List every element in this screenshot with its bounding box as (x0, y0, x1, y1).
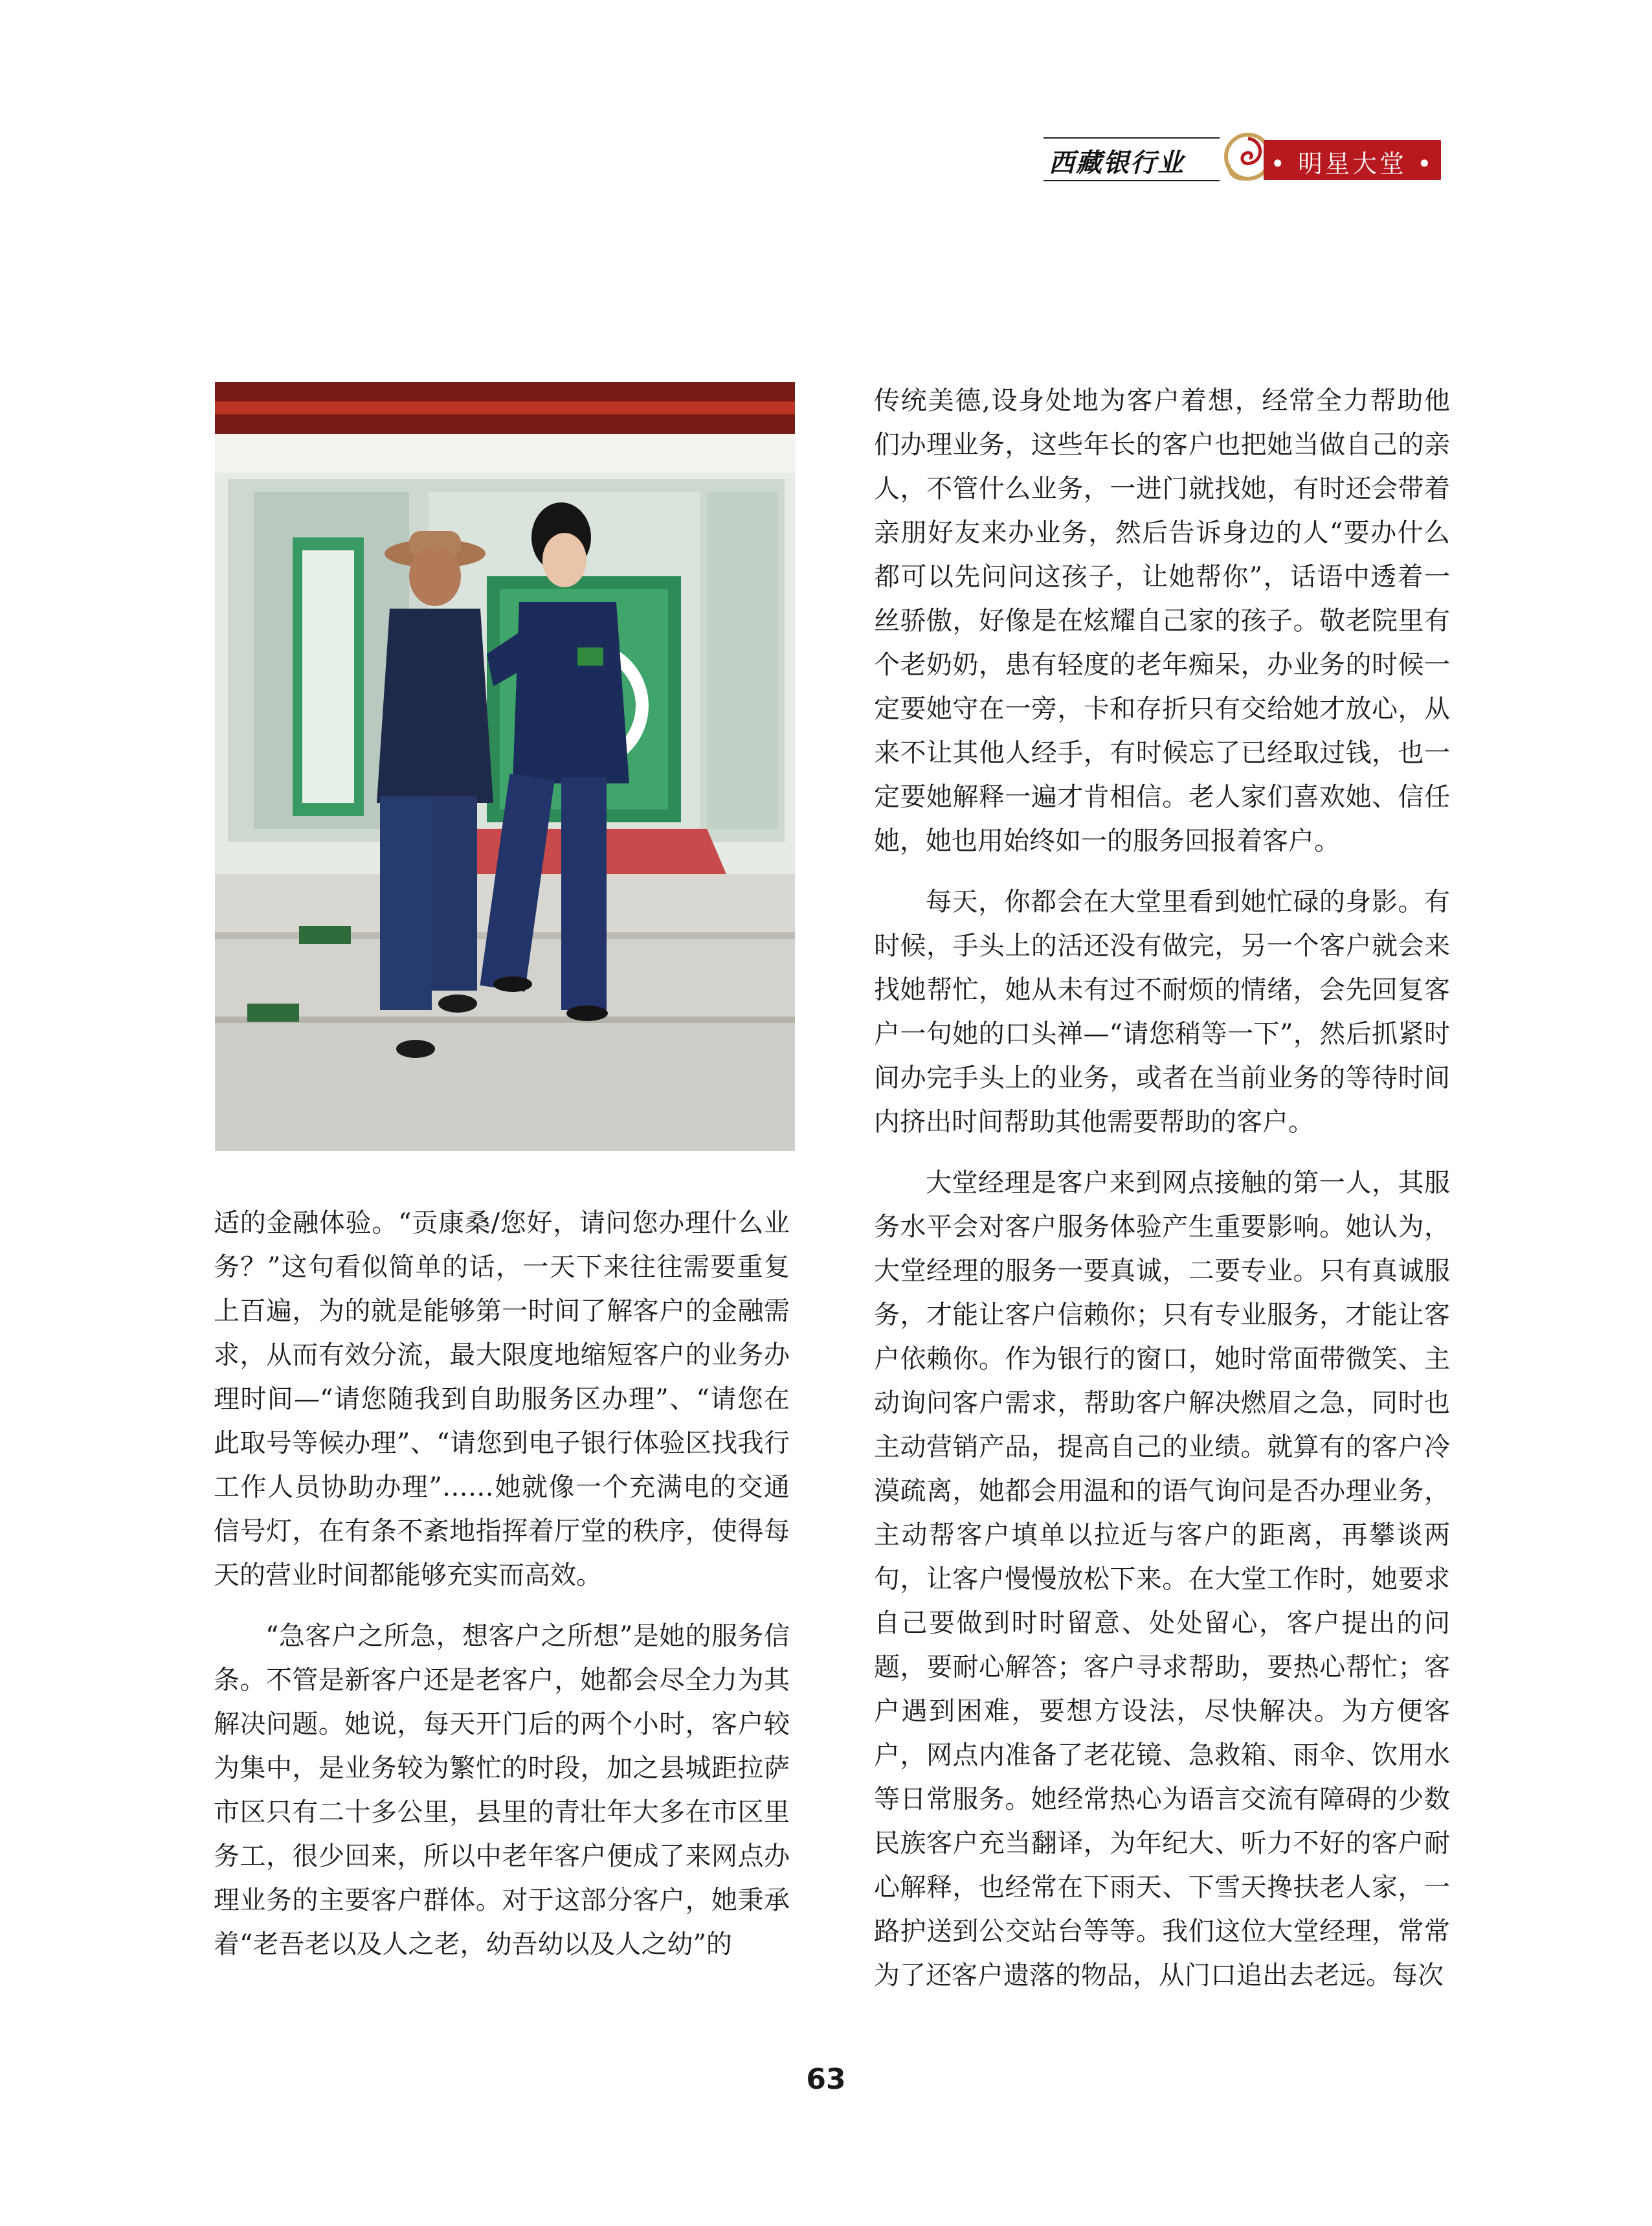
paragraph: 大堂经理是客户来到网点接触的第一人，其服务水平会对客户服务体验产生重要影响。她认为，大堂经理的服务一要真诚，二要专业。只有真诚服务，才能让客户信赖你；只有专业服务，才能让客户依赖你。作为银行的窗口，她时常面带微笑、主动询问客户需求，帮助客户解决燃眉之急，同时也主动营销产品，提高自己的业绩。就算有的客户冷漠疏离，她都会用温和的语气询问是否办理业务，主动帮客户填单以拉近与客户的距离，再攀谈两句，让客户慢慢放松下来。在大堂工作时，她要求自己要做到时时留意、处处留心，客户提出的问题，要耐心解答；客户寻求帮助，要热心帮忙；客户遇到困难，要想方设法，尽快解决。为方便客户，网点内准备了老花镜、急救箱、雨伞、饮用水等日常服务。她经常热心为语言交流有障碍的少数民族客户充当翻译，为年纪大、听力不好的客户耐心解释，也经常在下雨天、下雪天搀扶老人家，一路护送到公交站台等等。我们这位大堂经理，常常为了还客户遗落的物品，从门口追出去老远。每次 (874, 1168, 1450, 1990)
section-badge (1264, 140, 1441, 180)
paragraph: 每天，你都会在大堂里看到她忙碌的身影。有时候，手头上的活还没有做完，另一个客户就会来找她帮忙，她从未有过不耐烦的情绪，会先回复客户一句她的口头禅—“请您稍等一下”，然后抓紧时间办完手头上的业务，或者在当前业务的等待时间内挤出时间帮助其他需要帮助的客户。 (874, 887, 1450, 1137)
magazine-logo (1044, 137, 1220, 181)
page-number: 63 (806, 2063, 846, 2096)
article-right-column (874, 379, 1450, 2014)
paragraph: 传统美德,设身处地为客户着想，经常全力帮助他们办理业务，这些年长的客户也把她当做自己的亲人，不管什么业务，一进门就找她，有时还会带着亲朋好友来办业务，然后告诉身边的人“要办什么都可以先问问这孩子，让她帮你”，话语中透着一丝骄傲，好像是在炫耀自己家的孩子。敬老院里有个老奶奶，患有轻度的老年痴呆，办业务的时候一定要她守在一旁，卡和存折只有交给她才放心，从来不让其他人经手，有时候忘了已经取过钱，也一定要她解释一遍才肯相信。老人家们喜欢她、信任她，她也用始终如一的服务回报着客户。 (874, 386, 1450, 856)
section-label: • 明星大堂 • (1270, 150, 1434, 178)
magazine-logo-text: 西藏银行业 (1049, 148, 1185, 178)
article-left-column (214, 1201, 790, 1983)
page-header (1044, 135, 1444, 181)
article-photo (215, 382, 795, 1151)
paragraph: 适的金融体验。“贡康桑/您好，请问您办理什么业务？”这句看似简单的话，一天下来往往需要重复上百遍，为的就是能够第一时间了解客户的金融需求，从而有效分流，最大限度地缩短客户的业务办理时间—“请您随我到自助服务区办理”、“请您在此取号等候办理”、“请您到电子银行体验区找我行工作人员协助办理”……她就像一个充满电的交通信号灯，在有条不紊地指挥着厅堂的秩序，使得每天的营业时间都能够充实而高效。 (214, 1208, 790, 1590)
bank-staff-helping-elder-photo (215, 382, 795, 1151)
paragraph: “急客户之所急，想客户之所想”是她的服务信条。不管是新客户还是老客户，她都会尽全力为其解决问题。她说，每天开门后的两个小时，客户较为集中，是业务较为繁忙的时段，加之县城距拉萨市区只有二十多公里，县里的青壮年大多在市区里务工，很少回来，所以中老年客户便成了来网点办理业务的主要客户群体。对于这部分客户，她秉承着“老吾老以及人之老，幼吾幼以及人之幼”的 (214, 1621, 790, 1959)
